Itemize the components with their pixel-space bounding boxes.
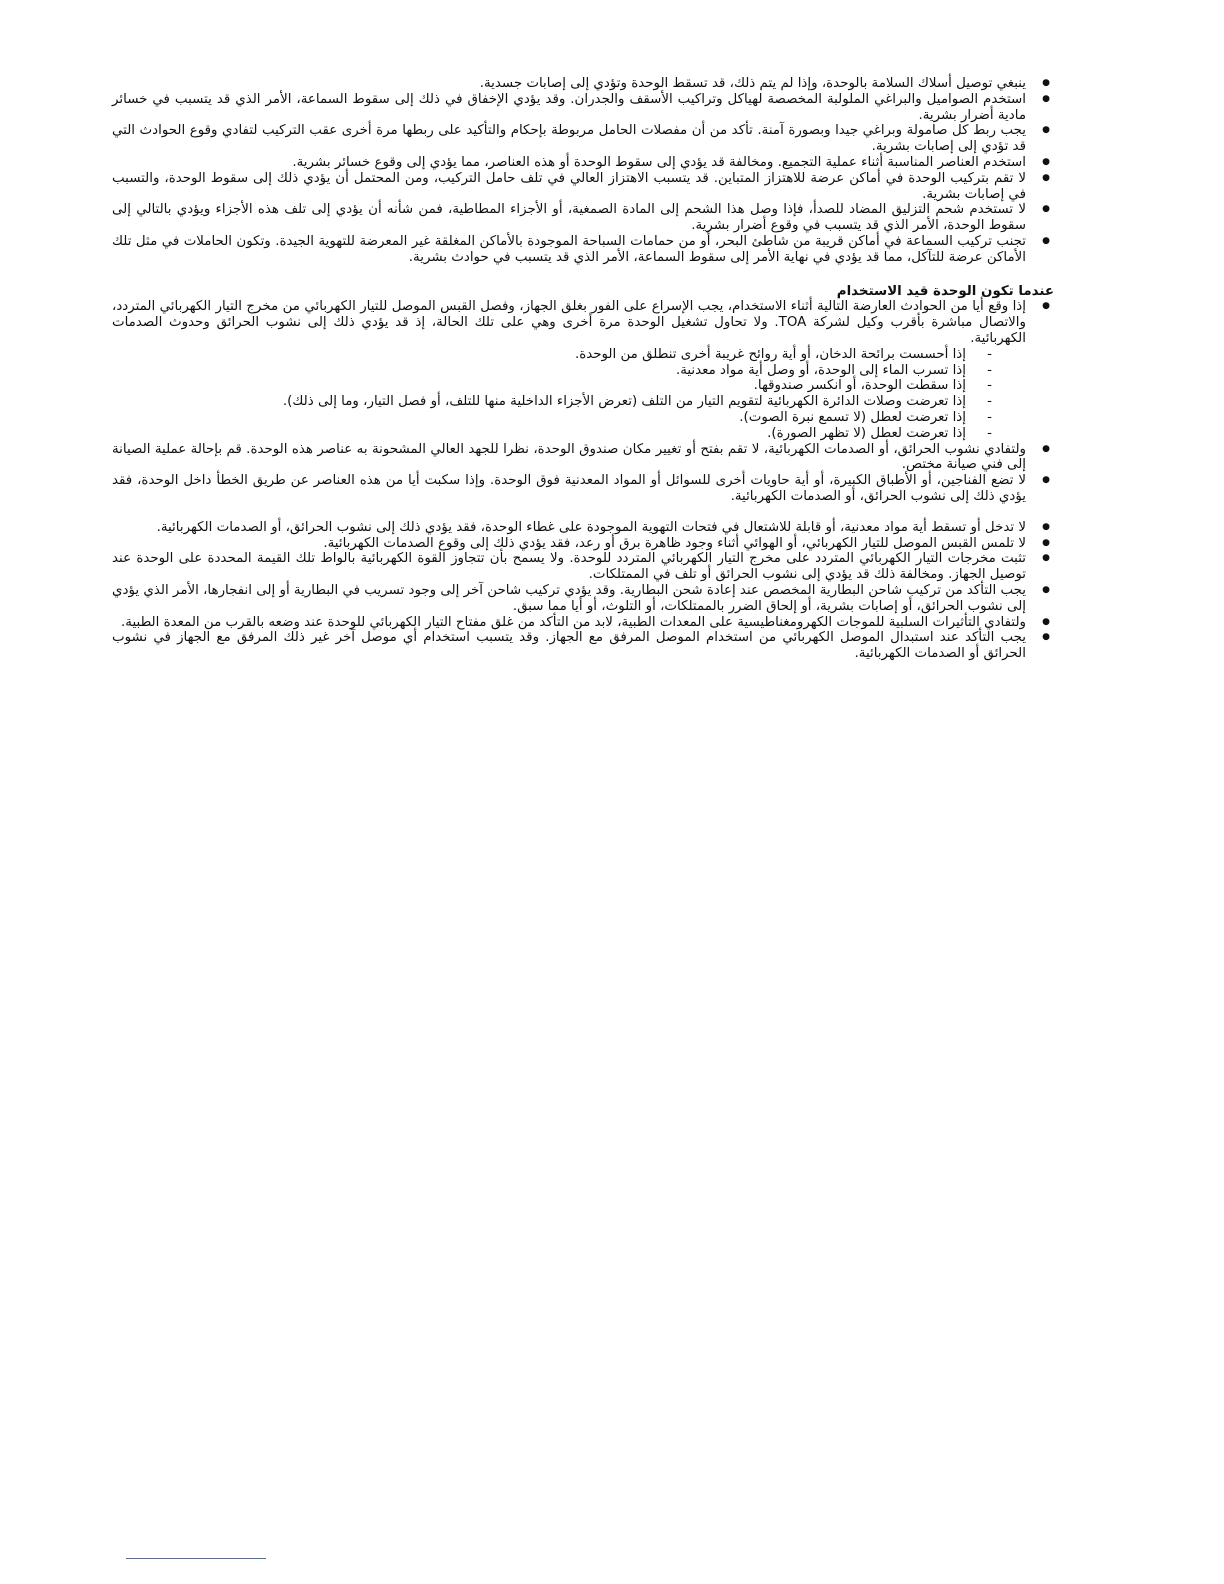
sub-list-item: - إذا تعرضت لعطل (لا تظهر الصورة).	[112, 426, 1026, 442]
safety-list-in-use	[112, 299, 1054, 504]
list-item: ● تجنب تركيب السماعة في أماكن قريبة من شاطئ البحر، أو من حمامات السباحة الموجودة بالأماكن المغلقة غير المعرضة للتهوية الجيدة. وتكون الحاملات في مثل تلك الأماكن عرضة للتآكل، مما قد يؤدي في نهاية الأمر إلى سقوط السماعة، الأمر الذي قد يتسبب في حوادث بشرية.	[112, 234, 1054, 266]
spacer	[112, 505, 1054, 520]
sub-list	[112, 347, 1026, 442]
list-item: ● لا تلمس القبس الموصل للتيار الكهربائي، أو الهوائي أثناء وجود ظاهرة برق أو رعد، فقد يؤدي ذلك إلى وقوع الصدمات الكهربائية.	[112, 536, 1054, 552]
list-item: ● يجب التأكد عند استبدال الموصل الكهربائي من استخدام الموصل المرفق مع الجهاز. وقد يتسبب استخدام أي موصل آخر غير ذلك المرفق مع الجهاز في نشوب الحرائق أو الصدمات الكهربائية.	[112, 630, 1054, 662]
list-item: ● استخدم الصواميل والبراغي الملولبة المخصصة لهياكل وتراكيب الأسقف والجدران. وقد يؤدي الإخفاق في ذلك إلى سقوط السماعة، الأمر الذي قد يتسبب في خسائر مادية أضرار بشرية.	[112, 92, 1054, 124]
list-item: ● لا تدخل أو تسقط أية مواد معدنية، أو قابلة للاشتعال في فتحات التهوية الموجودة على غطاء الوحدة، فقد يؤدي ذلك إلى نشوب الحرائق، أو الصدمات الكهربائية.	[112, 520, 1054, 536]
sub-list-item: - إذا تعرضت لعطل (لا تسمع نبرة الصوت).	[112, 410, 1026, 426]
list-item: ● ينبغي توصيل أسلاك السلامة بالوحدة، وإذا لم يتم ذلك، قد تسقط الوحدة وتؤدي إلى إصابات جسدية.	[112, 76, 1054, 92]
list-item-text: إذا وقع أيا من الحوادث العارضة التالية أثناء الاستخدام، يجب الإسراع على الفور بغلق الجهاز، وفصل القبس الموصل للتيار الكهربائي من مخرج التيار الكهربائي المتردد، والاتصال مباشرة بأقرب وكيل لشركة TOA. ولا تحاول تشغيل الوحدة مرة أخرى وهي على تلك الحالة، إذ قد يؤدي ذلك إلى نشوب الحرائق وحدوث الصدمات الكهربائية.	[112, 299, 1026, 346]
list-item: ● استخدم العناصر المناسبة أثناء عملية التجميع. ومخالفة قد يؤدي إلى سقوط الوحدة أو هذه العناصر، مما يؤدي إلى وقوع خسائر بشرية.	[112, 155, 1054, 171]
sub-list-item: - إذا تسرب الماء إلى الوحدة، أو وصل أية مواد معدنية.	[112, 363, 1026, 379]
safety-list-installation	[112, 76, 1054, 266]
safety-list-general	[112, 520, 1054, 662]
footnote-separator	[126, 1558, 266, 1559]
list-item: ● لا تستخدم شحم التزليق المضاد للصدأ، فإذا وصل هذا الشحم إلى المادة الصمغية، أو الأجزاء المطاطية، فمن شأنه أن يؤدي إلى تلف هذه الأجزاء ويؤدي بالتالي إلى سقوط الوحدة، الأمر الذي قد يتسبب في وقوع أضرار بشرية.	[112, 202, 1054, 234]
document-page	[112, 76, 1054, 662]
list-item: ● يجب التأكد من تركيب شاحن البطارية المخصص عند إعادة شحن البطارية. وقد يؤدي تركيب شاحن آخر إلى وجود تسريب في البطارية أو إلى انفجارها، الأمر الذي يؤدي إلى نشوب الحرائق، أو إصابات بشرية، أو إلحاق الضرر بالممتلكات، أو التلوث، أو أيا مما سبق.	[112, 583, 1054, 615]
list-item	[112, 299, 1054, 441]
section-heading: عندما تكون الوحدة قيد الاستخدام	[836, 283, 1054, 299]
list-item: ● ولتفادي نشوب الحرائق، أو الصدمات الكهربائية، لا تقم بفتح أو تغيير مكان صندوق الوحدة، نظرا للجهد العالي المشحونة به عناصر هذه الوحدة. قم بإحالة عملية الصيانة إلى فني صيانة مختص.	[112, 442, 1054, 474]
sub-list-item: - إذا أحسست برائحة الدخان، أو أية روائح غريبة أخرى تنطلق من الوحدة.	[112, 347, 1026, 363]
list-item: ● يجب ربط كل صامولة وبراغي جيدا وبصورة آمنة. تأكد من أن مفصلات الحامل مربوطة بإحكام والتأكيد على ربطها مرة أخرى عقب التركيب لتفادي وقوع الحوادث التي قد تؤدي إلى إصابات بشرية.	[112, 123, 1054, 155]
list-item: ● لا تقم بتركيب الوحدة في أماكن عرضة للاهتزاز المتباين. قد يتسبب الاهتزاز العالي في تلف حامل التركيب، ومن المحتمل أن يؤدي ذلك إلى سقوط الوحدة، والتسبب في إصابات بشرية.	[112, 171, 1054, 203]
sub-list-item: - إذا سقطت الوحدة، أو انكسر صندوقها.	[112, 378, 1026, 394]
list-item: ● تثبت مخرجات التيار الكهربائي المتردد على مخرج التيار الكهربائي المتردد للوحدة. ولا يسمح بأن تتجاوز القوة الكهربائية بالواط تلك القيمة المحددة على الوحدة عند توصيل الجهاز. ومخالفة ذلك قد يؤدي إلى نشوب الحرائق أو تلف في الممتلكات.	[112, 551, 1054, 583]
sub-list-item: - إذا تعرضت وصلات الدائرة الكهربائية لتقويم التيار من التلف (تعرض الأجزاء الداخلية منها للتلف، أو فصل التيار، وما إلى ذلك).	[112, 394, 1026, 410]
list-item: ● لا تضع الفناجين، أو الأطباق الكبيرة، أو أية حاويات أخرى للسوائل أو المواد المعدنية فوق الوحدة. وإذا سكبت أيا من هذه العناصر عن طريق الخطأ داخل الوحدة، فقد يؤدي ذلك إلى نشوب الحرائق، أو الصدمات الكهربائية.	[112, 473, 1054, 505]
list-item: ● ولتفادي التأثيرات السلبية للموجات الكهرومغناطيسية على المعدات الطبية، لابد من التأكد من غلق مفتاح التيار الكهربائي للوحدة عند وضعه بالقرب من المعدة الطبية.	[112, 615, 1054, 631]
